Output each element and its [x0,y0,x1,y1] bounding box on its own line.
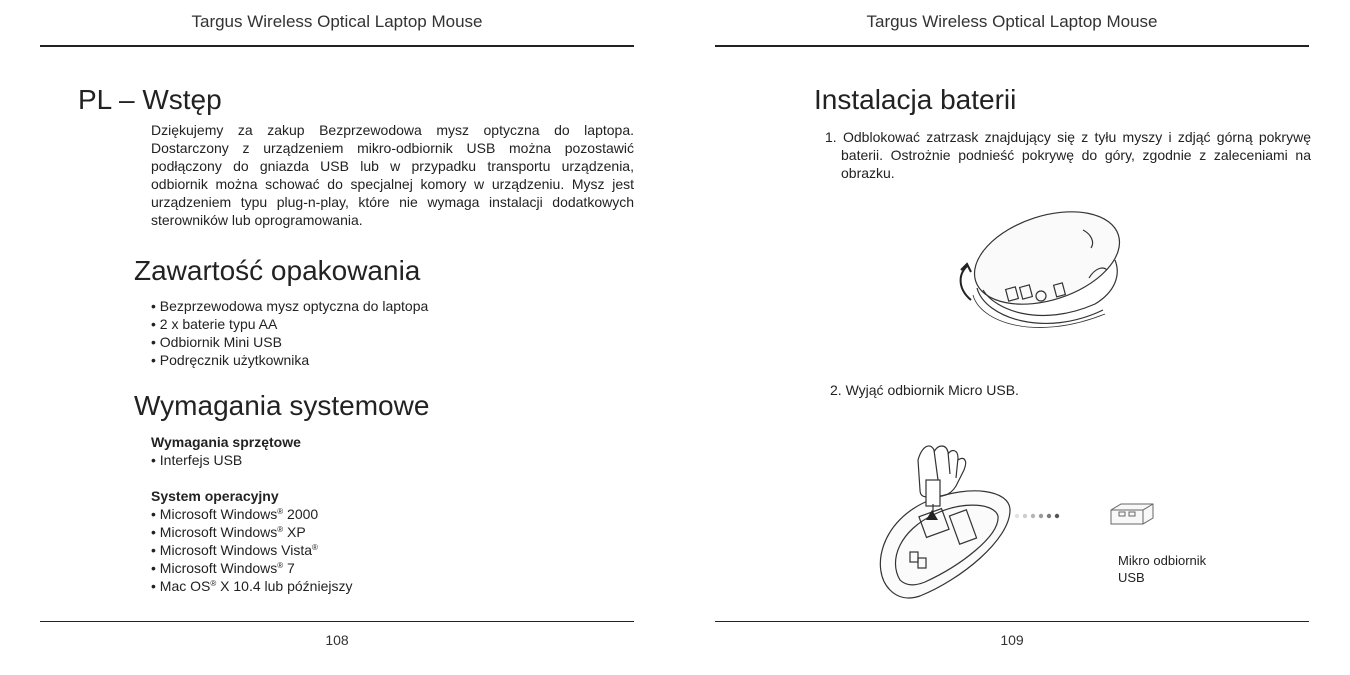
header-rule [715,45,1309,47]
package-contents-list [151,297,428,369]
page-number: 108 [325,632,349,648]
remove-receiver-illustration [860,440,1020,600]
usb-receiver-icon [1107,500,1157,530]
list-item: • Microsoft Windows® 2000 [151,505,551,523]
step-text: Odblokować zatrzask znajdujący się z tyłu myszy i zdjąć górną pokrywę baterii. Ostrożnie podnieść pokrywę do góry, zgodnie z zaleceniami na obrazku. [841,129,1311,181]
receiver-caption-line: USB [1118,570,1145,585]
step-number: 1. [825,129,837,145]
list-item: • Mac OS® X 10.4 lub późniejszy [151,577,551,595]
section-title-requirements: Wymagania systemowe [134,390,430,421]
page-number: 109 [1000,632,1024,648]
header-rule [40,45,634,47]
right-page [675,0,1350,675]
list-item: • Microsoft Windows® 7 [151,559,551,577]
step-2: 2. Wyjąć odbiornik Micro USB. [830,382,1019,398]
requirements-block [151,433,551,595]
os-list [151,505,551,595]
section-title-battery: Instalacja baterii [814,84,1017,115]
dots-connector-icon [1011,508,1071,524]
running-header: Targus Wireless Optical Laptop Mouse [191,12,483,31]
list-item: • Interfejs USB [151,451,551,469]
list-item: • Odbiornik Mini USB [151,333,428,351]
list-item: • Podręcznik użytkownika [151,351,428,369]
footer-rule [715,621,1309,622]
intro-paragraph [151,121,634,229]
hardware-heading: Wymagania sprzętowe [151,434,301,450]
step-1 [825,128,1311,182]
receiver-caption-line: Mikro odbiornik [1118,553,1207,568]
list-item: • Microsoft Windows® XP [151,523,551,541]
list-item: • Bezprzewodowa mysz optyczna do laptopa [151,297,428,315]
section-title-contents: Zawartość opakowania [134,255,421,286]
mouse-cover-illustration [955,200,1125,340]
list-item: • Microsoft Windows Vista® [151,541,551,559]
receiver-caption [1118,552,1238,586]
footer-rule [40,621,634,622]
section-title-intro: PL – Wstęp [78,84,222,115]
running-header: Targus Wireless Optical Laptop Mouse [866,12,1158,31]
list-item: • 2 x baterie typu AA [151,315,428,333]
intro-text: Dziękujemy za zakup Bezprzewodowa mysz optyczna do laptopa. Dostarczony z urządzeniem mikro-odbiornik USB można pozostawić podłączony do gniazda USB lub w przypadku transportu urządzenia, odbiornik można schować do specjalnej komory w urządzeniu. Mysz jest urządzeniem typu plug-n-play, które nie wymaga instalacji dodatkowych sterowników lub oprogramowania. [151,122,634,228]
os-heading: System operacyjny [151,488,279,504]
hardware-list [151,451,551,469]
